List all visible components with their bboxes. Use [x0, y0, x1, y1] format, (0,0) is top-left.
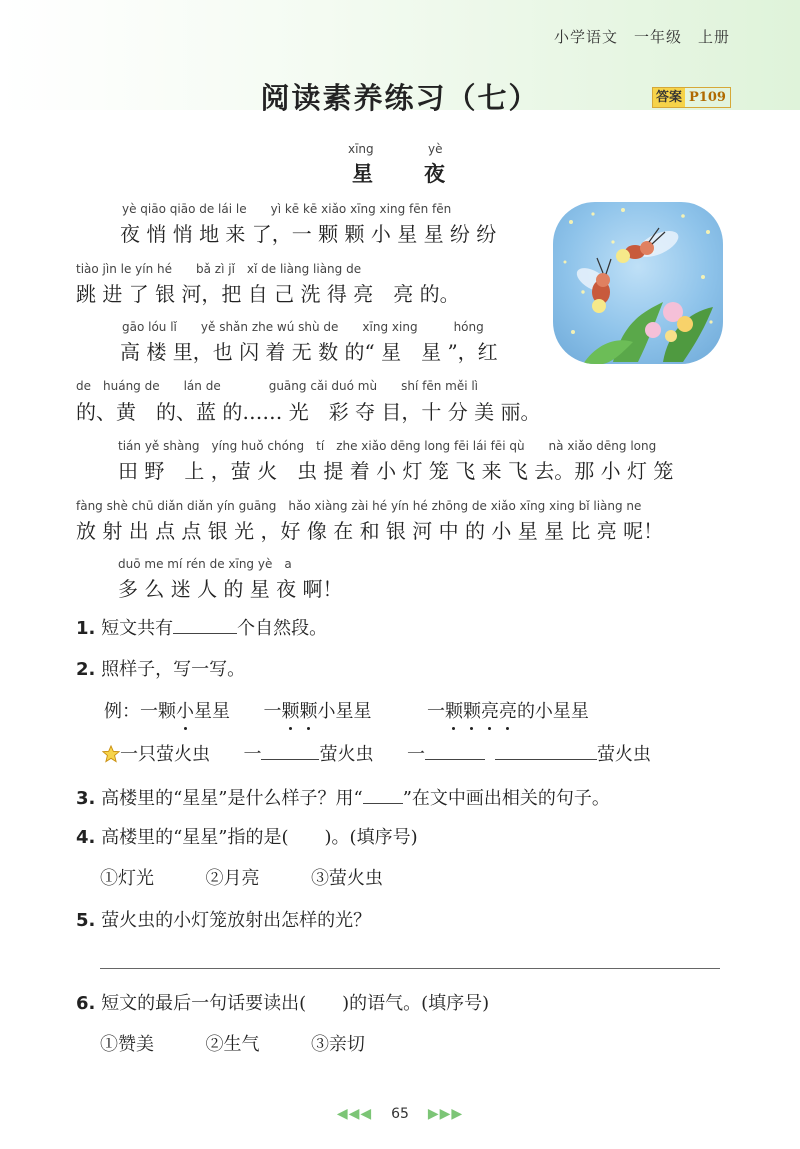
question-4-option-3[interactable]: ③萤火虫 [310, 868, 383, 889]
question-4-number: 4. [76, 827, 96, 848]
story-line-5-text: 田 野 上 ，萤 火 虫 提 着 小 灯 笼 飞 来 飞 去。那 小 灯 笼 [118, 459, 674, 483]
question-2-number: 2. [76, 659, 96, 680]
question-6-option-3[interactable]: ③亲切 [310, 1034, 365, 1055]
question-3 [76, 784, 610, 810]
question-2 [76, 655, 245, 681]
question-5-text: 萤火虫的小灯笼放射出怎样的光？ [101, 910, 372, 931]
fill-b-blank[interactable] [261, 741, 319, 760]
question-3-suffix: ”在文中画出相关的句子。 [402, 788, 610, 809]
left-arrows-icon: ◀◀◀ [336, 1106, 373, 1122]
question-4 [76, 823, 418, 849]
story-line-6-text: 放 射 出 点 点 银 光 ，好 像 在 和 银 河 中 的 小 星 星 比 亮 呢！ [76, 519, 664, 543]
question-4-option-2[interactable]: ②月亮 [205, 868, 260, 889]
story-title-char-2: 夜 [424, 161, 445, 186]
story-title-pinyin-2: yè [428, 142, 443, 156]
example-c-dotted-4: 亮 [499, 697, 517, 723]
question-5-answer-line[interactable] [100, 968, 720, 969]
story-line-2-pinyin: tiào jìn le yín hé bǎ zì jǐ xǐ de liàng liàng de [76, 262, 362, 276]
question-5-number: 5. [76, 910, 96, 931]
fill-c-prefix: 一 [406, 744, 425, 765]
example-a-dotted: 小 [176, 697, 194, 723]
question-1-prefix: 短文共有 [101, 618, 174, 639]
story-line-7-pinyin: duō me mí rén de xīng yè a [118, 557, 292, 571]
fill-b-prefix: 一 [243, 744, 262, 765]
question-4-options [100, 864, 383, 890]
example-c-dotted-1: 颗 [445, 697, 463, 723]
example-a-suffix: 星星 [194, 701, 230, 722]
question-3-underline-sample [363, 785, 403, 804]
question-2-text: 照样子，写一写。 [101, 659, 246, 680]
question-3-prefix: 高楼里的“星星”是什么样子？用“ [101, 788, 363, 809]
answer-tag [652, 87, 731, 108]
question-1-blank[interactable] [173, 615, 237, 634]
fill-c-suffix: 萤火虫 [596, 744, 651, 765]
example-c-suffix: 的小星星 [516, 701, 589, 722]
page-number: 65 [391, 1106, 409, 1122]
answer-key-label: 答案 [653, 88, 685, 107]
story-title-pinyin-1: xīng [348, 142, 374, 156]
question-6-options [100, 1030, 365, 1056]
example-c-dotted-3: 亮 [481, 697, 499, 723]
question-6-option-2[interactable]: ②生气 [205, 1034, 260, 1055]
page-title: 阅读素养练习（七） [260, 81, 540, 115]
question-4-text: 高楼里的“星星”指的是( )。(填序号) [101, 827, 418, 848]
story-line-6-pinyin: fàng shè chū diǎn diǎn yín guāng hǎo xiàng zài hé yín hé zhōng de xiǎo xīng xing bǐ liàng ne [76, 499, 642, 513]
story-line-4-pinyin: de huáng de lán de guāng cǎi duó mù shí fēn měi lì [76, 379, 479, 393]
question-6-option-1[interactable]: ①赞美 [100, 1034, 154, 1055]
story-title-char-1: 星 [352, 161, 373, 186]
answer-page: P109 [689, 90, 726, 105]
example-b-suffix: 小星星 [317, 701, 372, 722]
example-c-prefix: 一 [426, 701, 445, 722]
question-4-option-1[interactable]: ①灯光 [100, 868, 154, 889]
example-b-prefix: 一 [263, 701, 282, 722]
star-icon [102, 745, 120, 768]
story-line-4-text: 的、黄 的、蓝 的…… 光 彩 夺 目，十 分 美 丽。 [76, 400, 541, 424]
fill-b-suffix: 萤火虫 [319, 744, 374, 765]
firefly-illustration [553, 202, 723, 364]
story-line-1-pinyin: yè qiāo qiāo de lái le yì kē kē xiǎo xīng xing fēn fēn [122, 202, 452, 216]
question-3-number: 3. [76, 788, 96, 809]
example-b-dotted-2: 颗 [299, 697, 317, 723]
question-6 [76, 989, 489, 1015]
book-label: 小学语文 一年级 上册 [553, 28, 730, 46]
example-label: 例： [104, 701, 140, 722]
story-line-2-text: 跳 进 了 银 河，把 自 己 洗 得 亮 亮 的。 [76, 282, 460, 306]
fill-c-blank-1[interactable] [425, 741, 485, 760]
fill-c-blank-2[interactable] [495, 741, 597, 760]
page-footer [0, 1106, 800, 1122]
story-line-5-pinyin: tián yě shàng yíng huǒ chóng tí zhe xiǎo dēng long fēi lái fēi qù nà xiǎo dēng long [118, 439, 657, 453]
example-a-prefix: 一颗 [140, 701, 176, 722]
question-2-fill [102, 740, 651, 768]
example-c-dotted-2: 颗 [463, 697, 481, 723]
right-arrows-icon: ▶▶▶ [427, 1106, 464, 1122]
question-5 [76, 906, 371, 932]
story-line-3-pinyin: gāo lóu lǐ yě shǎn zhe wú shù de xīng xing hóng [122, 320, 484, 334]
story-line-3-text: 高 楼 里，也 闪 着 无 数 的“ 星 星 ”，红 [120, 340, 498, 364]
question-1-suffix: 个自然段。 [237, 618, 328, 639]
question-1-number: 1. [76, 618, 96, 639]
fill-a-text: 一只萤火虫 [120, 744, 210, 765]
story-line-1-text: 夜 悄 悄 地 来 了，一 颗 颗 小 星 星 纷 纷 [120, 222, 497, 246]
question-6-number: 6. [76, 993, 96, 1014]
story-line-7-text: 多 么 迷 人 的 星 夜 啊！ [118, 577, 343, 601]
example-b-dotted-1: 颗 [281, 697, 299, 723]
question-6-text: 短文的最后一句话要读出( )的语气。(填序号) [101, 993, 490, 1014]
question-2-example [104, 697, 589, 723]
firefly-image [553, 202, 723, 364]
question-1 [76, 614, 327, 640]
